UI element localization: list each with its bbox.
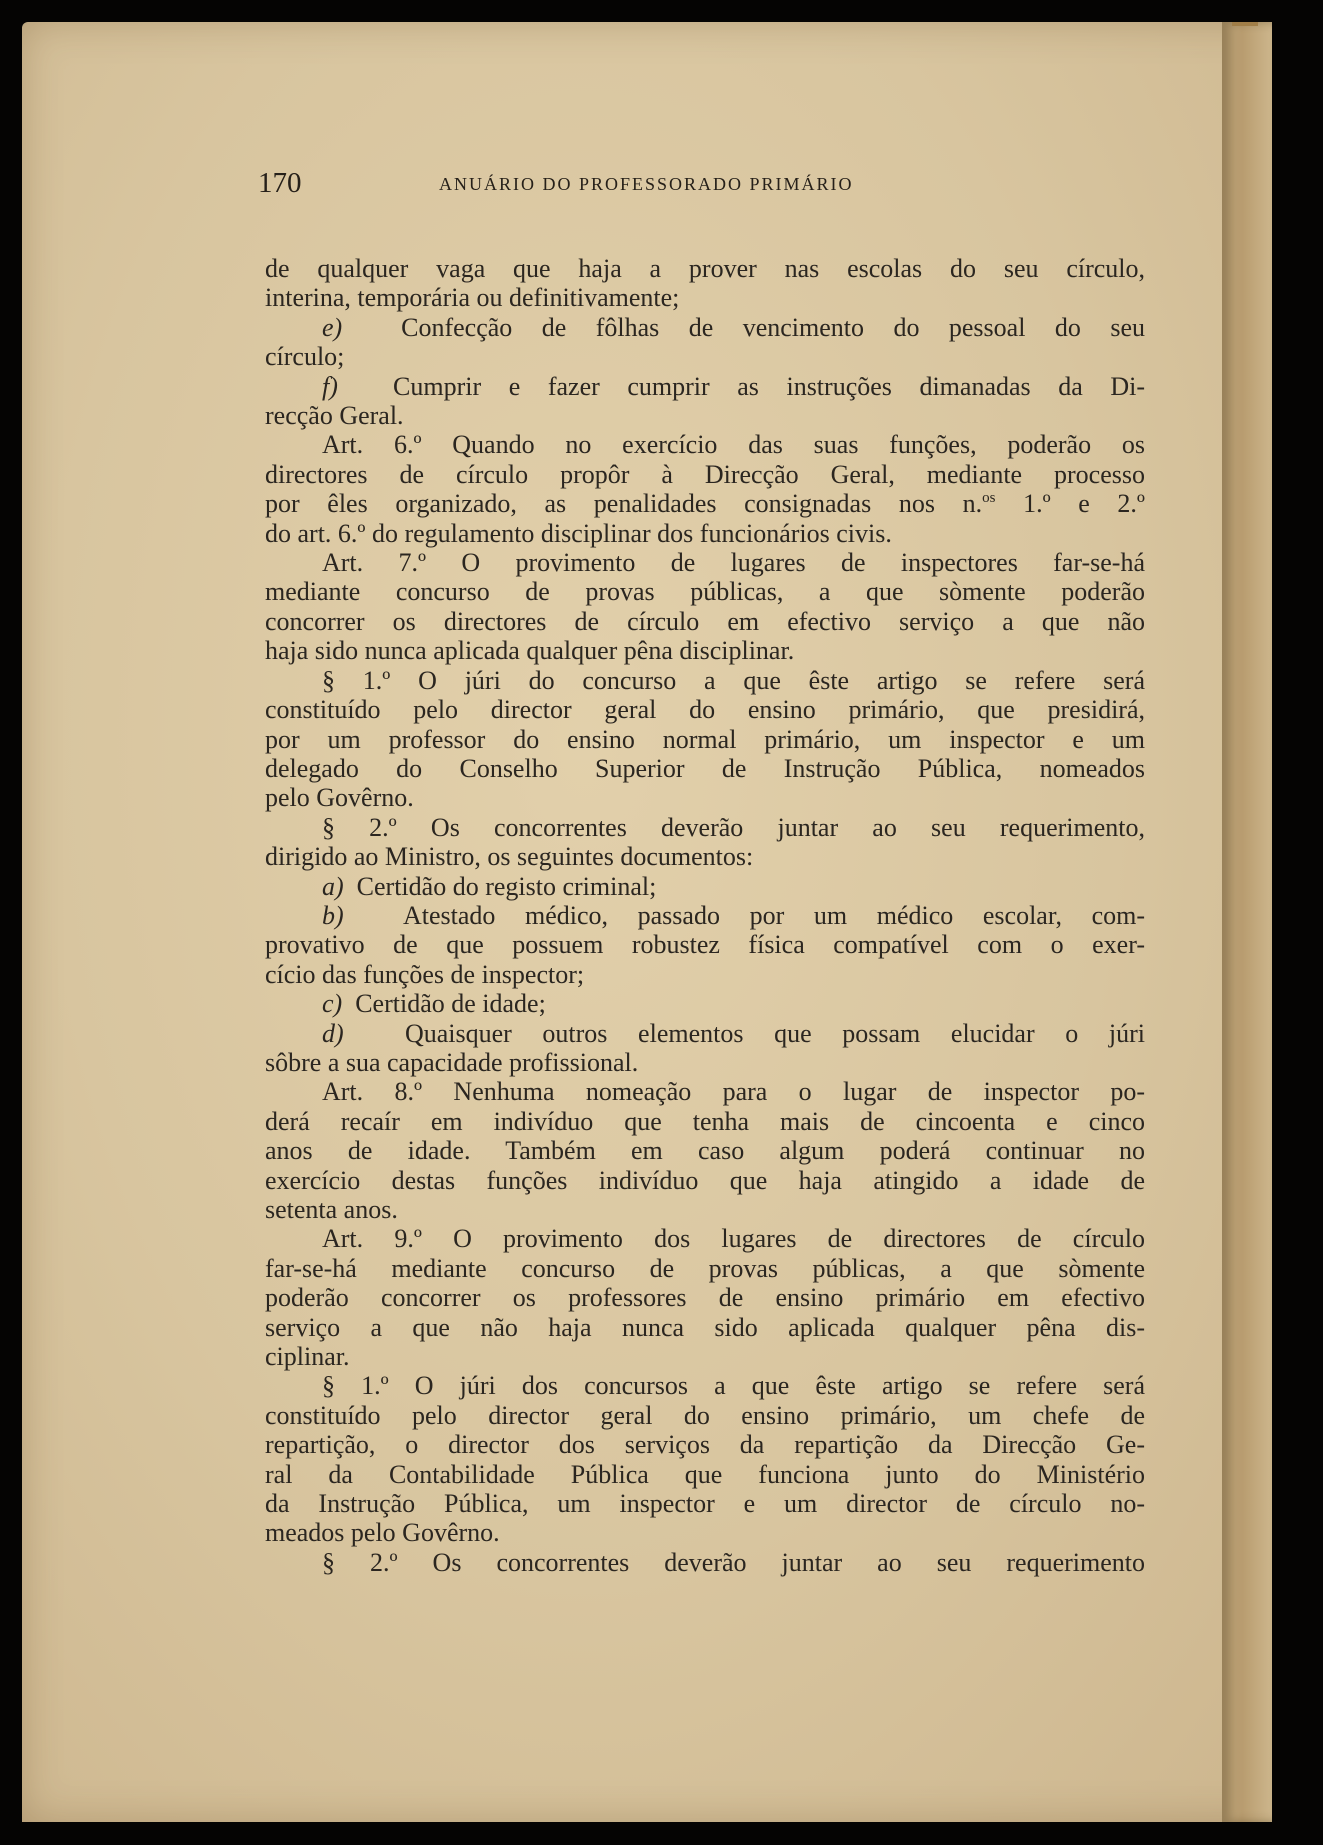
text-line: delegado do Conselho Superior de Instrução Pública, nomeados bbox=[265, 753, 1145, 783]
text-line: pelo Govêrno. bbox=[265, 783, 414, 813]
text-line: Quaisquer outros elementos que possam elucidar o júri bbox=[404, 1018, 1145, 1048]
section-1-heading: § 1.º O júri do concurso a que êste artigo se refere será bbox=[322, 665, 1145, 695]
text-line: far-se-há mediante concurso de provas públicas, a que sòmente bbox=[265, 1253, 1145, 1283]
list-marker: a) bbox=[322, 871, 344, 901]
text-line: Certidão do registo criminal; bbox=[356, 871, 657, 901]
list-item-e bbox=[265, 313, 1145, 342]
list-marker: c) bbox=[322, 989, 343, 1019]
article-8-heading: Art. 8.º Nenhuma nomeação para o lugar de inspector po- bbox=[322, 1077, 1145, 1107]
text-line: ciplinar. bbox=[265, 1342, 350, 1372]
text-line: provativo de que possuem robustez física compatível com o exer- bbox=[265, 930, 1145, 960]
superscript: os bbox=[982, 490, 996, 507]
list-marker: d) bbox=[322, 1018, 344, 1048]
text-line: meados pelo Govêrno. bbox=[265, 1518, 500, 1548]
book-spine bbox=[1222, 22, 1272, 1822]
section-1-heading: § 1.º O júri dos concursos a que êste artigo se refere será bbox=[322, 1371, 1145, 1401]
text-line: repartição, o director dos serviços da repartição da Direcção Ge- bbox=[265, 1430, 1145, 1460]
page-edge-mark bbox=[1232, 22, 1258, 26]
text-line: directores de círculo propôr à Direcção Geral, mediante processo bbox=[265, 459, 1145, 489]
text-line-with-superscript bbox=[265, 489, 1145, 518]
text-line: constituído pelo director geral do ensino primário, um chefe de bbox=[265, 1400, 1145, 1430]
section-2-heading: § 2.º Os concorrentes deverão juntar ao seu requerimento, bbox=[322, 812, 1145, 842]
text-line: Cumprir e fazer cumprir as instruções dimanadas da Di- bbox=[393, 371, 1145, 401]
text-line: recção Geral. bbox=[265, 401, 404, 431]
text-line: interina, temporária ou definitivamente; bbox=[265, 283, 680, 313]
text-line: haja sido nunca aplicada qualquer pêna disciplinar. bbox=[265, 636, 795, 666]
page-header bbox=[258, 167, 1008, 201]
section-2-heading: § 2.º Os concorrentes deverão juntar ao seu requerimento bbox=[322, 1547, 1145, 1577]
text-line: Atestado médico, passado por um médico escolar, com- bbox=[402, 900, 1146, 930]
text-line: exercício destas funções indivíduo que haja atingido a idade de bbox=[265, 1165, 1145, 1195]
article-6-heading: Art. 6.º Quando no exercício das suas funções, poderão os bbox=[322, 430, 1145, 460]
text-line: do art. 6.º do regulamento disciplinar dos funcionários civis. bbox=[265, 518, 892, 548]
text-line: setenta anos. bbox=[265, 1195, 398, 1224]
text-line: poderão concorrer os professores de ensino primário em efectivo bbox=[265, 1283, 1145, 1313]
text-line: dirigido ao Ministro, os seguintes documentos: bbox=[265, 842, 754, 872]
list-item-d bbox=[265, 1019, 1145, 1048]
text-line: anos de idade. Também em caso algum poderá continuar no bbox=[265, 1136, 1145, 1166]
text-line: constituído pelo director geral do ensino primário, que presidirá, bbox=[265, 695, 1145, 725]
page-number: 170 bbox=[258, 167, 302, 199]
article-7-heading: Art. 7.º O provimento de lugares de inspectores far-se-há bbox=[322, 548, 1145, 578]
article-9-heading: Art. 9.º O provimento dos lugares de directores de círculo bbox=[322, 1224, 1145, 1254]
text-line: de qualquer vaga que haja a prover nas escolas do seu círculo, bbox=[265, 254, 1145, 283]
text-line: sôbre a sua capacidade profissional. bbox=[265, 1047, 639, 1077]
text-line: ral da Contabilidade Pública que funciona junto do Ministério bbox=[265, 1459, 1145, 1489]
list-marker: f) bbox=[322, 371, 338, 401]
list-item-c bbox=[265, 989, 1145, 1018]
text-line: serviço a que não haja nunca sido aplicada qualquer pêna dis- bbox=[265, 1312, 1145, 1342]
running-title: ANUÁRIO DO PROFESSORADO PRIMÁRIO bbox=[439, 174, 854, 194]
text-line: da Instrução Pública, um inspector e um director de círculo no- bbox=[265, 1489, 1145, 1519]
list-item-a bbox=[265, 872, 1145, 901]
list-marker: b) bbox=[322, 900, 344, 930]
text-line: Confecção de fôlhas de vencimento do pessoal do seu bbox=[401, 312, 1145, 342]
text-line: cício das funções de inspector; bbox=[265, 959, 585, 989]
list-item-f bbox=[265, 372, 1145, 401]
text-line: círculo; bbox=[265, 342, 345, 372]
text-line: Certidão de idade; bbox=[355, 989, 546, 1019]
text-line: por um professor do ensino normal primário, um inspector e um bbox=[265, 724, 1145, 754]
text-line: concorrer os directores de círculo em efectivo serviço a que não bbox=[265, 606, 1145, 636]
list-item-b bbox=[265, 901, 1145, 930]
text-line: mediante concurso de provas públicas, a que sòmente poderão bbox=[265, 577, 1145, 607]
body-text bbox=[265, 254, 1145, 1577]
list-marker: e) bbox=[322, 312, 343, 342]
text-line-tail: 1.º e 2.º bbox=[995, 489, 1145, 519]
text-line: por êles organizado, as penalidades consignadas nos n. bbox=[265, 489, 983, 519]
text-line: derá recaír em indivíduo que tenha mais de cincoenta e cinco bbox=[265, 1106, 1145, 1136]
